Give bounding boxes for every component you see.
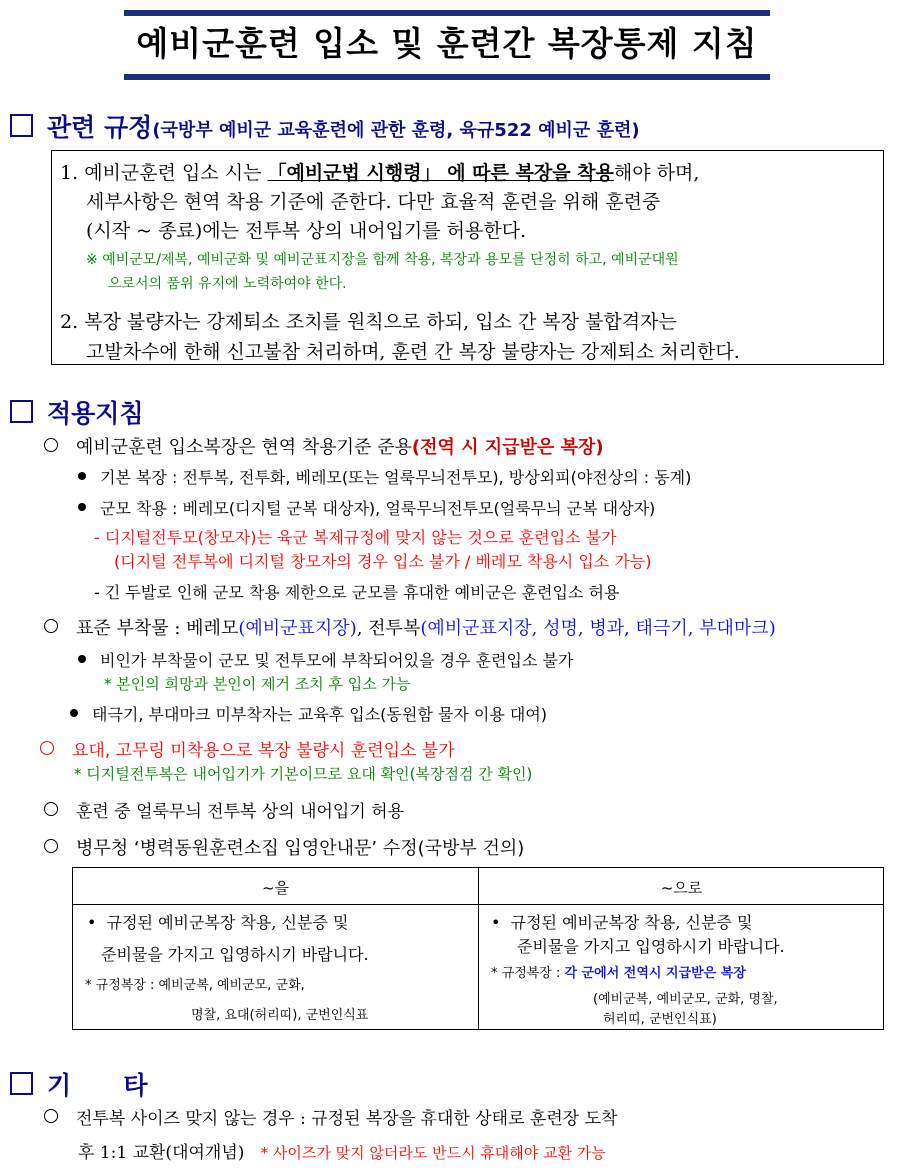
note-text1: 예비군모/제복, 예비군화 및 예비군표지장을 함께 착용, 복장과 용모를 단정히 하고, 예비군대원 <box>102 252 679 268</box>
rule2-line1 <box>60 307 677 334</box>
section3-note: * 사이즈가 맞지 않더라도 반드시 휴대해야 교환 가능 <box>260 1144 606 1162</box>
rule1-reference: 「예비군법 시행령」 <box>267 162 441 184</box>
page-title: 예비군훈련 입소 및 훈련간 복장통제 지침 <box>136 24 758 63</box>
item2-bullet2: 태극기, 부대마크 미부착자는 교육후 입소(동원함 물자 이용 대여) <box>70 702 547 725</box>
after-line2: 준비물을 가지고 입영하시기 바랍니다. <box>517 937 785 956</box>
beret-attachments: (예비군표지장) <box>238 618 357 639</box>
circle-bullet-icon <box>44 839 58 853</box>
rule1-mid: 에 따른 복장을 착용 <box>440 162 614 184</box>
after-note-line2: 허리띠, 군번인식표) <box>603 1012 717 1027</box>
item1-dash1-line1: - 디지털전투모(창모자)는 육군 복제규정에 맞지 않는 것으로 훈련입소 불가 <box>94 528 617 547</box>
dot-bullet-icon <box>70 709 78 717</box>
circle-bullet-icon <box>44 619 58 633</box>
rule1-line2: 세부사항은 현역 착용 기준에 준한다. 다만 효율적 훈련을 위해 훈련중 <box>86 191 661 213</box>
rule1-pre: 예비군훈련 입소 시는 <box>84 162 268 184</box>
section3-item1-line1: 전투복 사이즈 맞지 않는 경우 : 규정된 복장을 휴대한 상태로 훈련장 도착 <box>44 1104 617 1129</box>
rule1-line1 <box>60 158 699 185</box>
section3-item1-line2: 후 1:1 교환(대여개념) * 사이즈가 맞지 않더라도 반드시 휴대해야 교환 가능 <box>78 1143 606 1163</box>
table-divider-horizontal <box>73 904 883 905</box>
before-line2: 준비물을 가지고 입영하시기 바랍니다. <box>101 945 369 964</box>
dot-bullet-icon <box>78 503 86 511</box>
circle-bullet-icon <box>40 741 54 755</box>
item1-bullet2: 군모 착용 : 베레모(디지털 군복 대상자), 얼룩무늬전투모(얼룩무늬 군복 대상자) <box>78 496 655 519</box>
title-bar-bottom <box>124 74 770 80</box>
before-note-line2: 명찰, 요대(허리띠), 군번인식표 <box>191 1008 369 1023</box>
item1-highlight: (전역 시 지급받은 복장) <box>411 437 604 458</box>
after-note-label: * 규정복장 : 각 군에서 전역시 지급받은 복장 <box>491 966 746 981</box>
rule1-post: 해야 하며, <box>613 162 700 184</box>
section1-header <box>10 108 640 144</box>
before-line1: • 규정된 예비군복장 착용, 신분증 및 <box>87 913 349 932</box>
table-header-before: ~을 <box>261 879 290 897</box>
checkbox-square-icon <box>10 114 33 137</box>
table-header-after: ~으로 <box>660 879 703 897</box>
after-note-highlight: 각 군에서 전역시 지급받은 복장 <box>564 966 746 981</box>
item3-note: * 디지털전투복은 내어입기가 기본이므로 요대 확인(복장점검 간 확인) <box>74 765 533 783</box>
item1-bullet1: 기본 복장 : 전투복, 전투화, 베레모(또는 얼룩무늬전투모), 방상외피(야전상의 : 동계) <box>78 465 691 488</box>
rule2-text1: 복장 불량자는 강제퇴소 조치를 원칙으로 하되, 입소 간 복장 불합격자는 <box>84 311 677 333</box>
after-note-line1: (예비군복, 예비군모, 군화, 명찰, <box>593 992 778 1007</box>
item1-dash1-line2: (디지털 전투복에 디지털 창모자의 경우 입소 불가 / 베레모 착용시 입소 가능) <box>114 552 652 571</box>
item2-note1: * 본인의 희망과 본인이 제거 조치 후 입소 가능 <box>104 675 411 693</box>
after-line1: • 규정된 예비군복장 착용, 신분증 및 <box>491 913 753 932</box>
rule1-note-line2: 으로서의 품위 유지에 노력하여야 한다. <box>108 276 347 292</box>
dot-bullet-icon <box>78 472 86 480</box>
checkbox-square-icon <box>10 400 33 423</box>
section1-subheading: (국방부 예비군 교육훈련에 관한 훈령, 육규522 예비군 훈련) <box>152 120 640 141</box>
item2: 표준 부착물 : 베레모(예비군표지장), 전투복(예비군표지장, 성명, 병과, 태극기, 부대마크) <box>44 614 776 640</box>
comparison-table <box>72 867 884 1030</box>
item1 <box>44 433 604 459</box>
item2-bullet1: 비인가 부착물이 군모 및 전투모에 부착되어있을 경우 훈련입소 불가 <box>78 648 573 671</box>
rule1-line3: (시작 ~ 종료)에는 전투복 상의 내어입기를 허용한다. <box>86 220 527 242</box>
circle-bullet-icon <box>44 802 58 816</box>
uniform-attachments: (예비군표지장, 성명, 병과, 태극기, 부대마크) <box>420 618 776 639</box>
checkbox-square-icon <box>10 1072 33 1095</box>
section3-heading: 기 타 <box>10 1066 148 1102</box>
title-bar-top <box>124 10 770 16</box>
item4: 훈련 중 얼룩무늬 전투복 상의 내어입기 허용 <box>44 797 404 822</box>
item1-dash2: - 긴 두발로 인해 군모 착용 제한으로 군모를 휴대한 예비군은 훈련입소 허용 <box>94 583 620 602</box>
circle-bullet-icon <box>44 438 58 452</box>
circle-bullet-icon <box>44 1109 58 1123</box>
before-note-line1: * 규정복장 : 예비군복, 예비군모, 군화, <box>85 978 305 993</box>
rule2-line2: 고발차수에 한해 신고불참 처리하며, 훈련 간 복장 불량자는 강제퇴소 처리한다. <box>86 341 740 363</box>
item5: 병무청 ‘병력동원훈련소집 입영안내문’ 수정(국방부 건의) <box>44 834 524 860</box>
rule2-number: 2. <box>60 311 79 333</box>
section1-heading: 관련 규정 <box>10 113 152 142</box>
rule1-number: 1. <box>60 162 79 184</box>
item1-text: 예비군훈련 입소복장은 현역 착용기준 준용 <box>76 437 412 458</box>
note-mark: ※ <box>86 252 98 268</box>
item3: 요대, 고무링 미착용으로 복장 불량시 훈련입소 불가 <box>40 736 455 761</box>
rule1-note-line1 <box>86 249 679 269</box>
section2-heading: 적용지침 <box>10 394 144 430</box>
dot-bullet-icon <box>78 655 86 663</box>
